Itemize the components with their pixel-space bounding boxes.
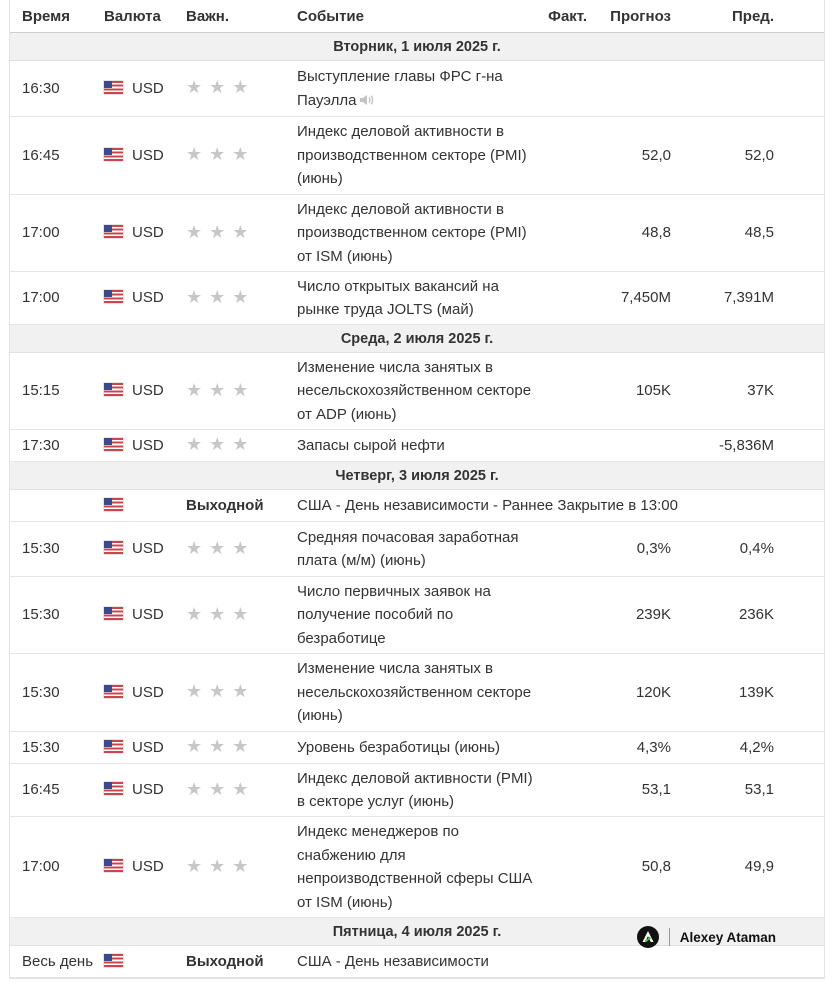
holiday-event[interactable]: США - День независимости [297, 946, 824, 978]
star-icon: ★ [186, 434, 203, 455]
day-label-text: Пятница, 4 июля 2025 г. [332, 923, 502, 940]
star-icon: ★ [186, 778, 203, 799]
event-name-text[interactable]: Изменение числа занятых в несельскохозяйственном секторе (июнь) [297, 660, 532, 725]
event-row[interactable] [10, 117, 824, 195]
watermark [637, 925, 776, 949]
day-label-text: Вторник, 1 июля 2025 г. [333, 38, 501, 55]
star-icon: ★ [186, 221, 203, 242]
event-name-text[interactable]: Выступление главы ФРС г-на Пауэлла [297, 68, 503, 109]
event-row[interactable] [10, 195, 824, 272]
col-event-header[interactable]: Событие [297, 0, 545, 33]
event-name-text[interactable]: Число открытых вакансий на рынке труда JOLTS (май) [297, 277, 499, 318]
us-flag-icon [104, 81, 123, 94]
us-flag-icon [104, 740, 123, 753]
event-forecast: 53,1 [587, 764, 671, 817]
importance-stars [186, 117, 297, 195]
event-actual [545, 430, 587, 462]
holiday-label: Выходной [186, 490, 297, 522]
event-forecast [587, 61, 671, 117]
event-name-text[interactable]: Число первичных заявок на получение пособий по безработице [297, 582, 491, 647]
star-icon: ★ [209, 681, 226, 702]
event-previous: 0,4% [671, 522, 824, 577]
event-time: 17:00 [10, 195, 104, 272]
event-forecast: 7,450M [587, 272, 671, 325]
event-previous: 52,0 [671, 117, 824, 195]
us-flag-icon [104, 498, 123, 511]
event-forecast: 52,0 [587, 117, 671, 195]
holiday-event[interactable]: США - День независимости - Раннее Закрытие в 13:00 [297, 490, 824, 522]
event-forecast [587, 430, 671, 462]
event-previous: 48,5 [671, 195, 824, 272]
importance-stars [186, 732, 297, 764]
event-row[interactable] [10, 764, 824, 817]
event-time: Весь день [10, 946, 104, 978]
event-name-text[interactable]: Индекс менеджеров по снабжению для непроизводственной сферы США от ISM (июнь) [297, 823, 533, 911]
event-name[interactable] [297, 764, 545, 817]
event-currency [104, 61, 186, 117]
event-time: 17:00 [10, 817, 104, 918]
event-actual [545, 764, 587, 817]
star-icon: ★ [209, 144, 226, 165]
currency-code: USD [132, 436, 164, 454]
event-time: 15:15 [10, 353, 104, 430]
day-header-row [10, 918, 824, 946]
us-flag-icon [104, 607, 123, 620]
event-row[interactable] [10, 522, 824, 577]
importance-stars [186, 817, 297, 918]
star-icon: ★ [232, 77, 249, 98]
star-icon: ★ [232, 144, 249, 165]
holiday-row[interactable] [10, 490, 824, 522]
watermark-divider [669, 928, 670, 946]
day-label [10, 462, 824, 490]
event-row[interactable] [10, 654, 824, 732]
importance-stars [186, 272, 297, 325]
star-icon: ★ [186, 736, 203, 757]
star-icon: ★ [186, 537, 203, 558]
currency-code: USD [132, 79, 164, 97]
importance-stars [186, 353, 297, 430]
event-name[interactable] [297, 430, 545, 462]
event-time: 16:45 [10, 764, 104, 817]
calendar-table [10, 0, 824, 978]
watermark-logo-icon [637, 926, 659, 948]
holiday-row[interactable] [10, 946, 824, 978]
event-actual [545, 117, 587, 195]
header-row [10, 0, 824, 33]
day-header-row [10, 462, 824, 490]
day-label [10, 325, 824, 353]
event-time: 16:30 [10, 61, 104, 117]
event-forecast: 50,8 [587, 817, 671, 918]
event-actual [545, 654, 587, 732]
event-row[interactable] [10, 817, 824, 918]
speaker-icon[interactable] [359, 93, 375, 107]
currency-code: USD [132, 146, 164, 164]
event-time: 15:30 [10, 577, 104, 654]
event-name[interactable] [297, 654, 545, 732]
event-actual [545, 577, 587, 654]
event-time: 15:30 [10, 522, 104, 577]
star-icon: ★ [186, 681, 203, 702]
event-time [10, 490, 104, 522]
event-row[interactable] [10, 353, 824, 430]
day-header-row [10, 325, 824, 353]
event-previous: 7,391M [671, 272, 824, 325]
currency-code: USD [132, 738, 164, 756]
star-icon: ★ [232, 778, 249, 799]
us-flag-icon [104, 954, 123, 967]
day-header-row [10, 33, 824, 61]
star-icon: ★ [232, 603, 249, 624]
day-label [10, 918, 824, 946]
us-flag-icon [104, 383, 123, 396]
importance-stars [186, 522, 297, 577]
star-icon: ★ [209, 603, 226, 624]
event-forecast: 4,3% [587, 732, 671, 764]
event-name-text[interactable]: Индекс деловой активности в производственном секторе (PMI) от ISM (июнь) [297, 200, 527, 265]
event-name[interactable] [297, 61, 545, 117]
watermark-name: Alexey Ataman [679, 929, 776, 945]
event-previous: 4,2% [671, 732, 824, 764]
us-flag-icon [104, 859, 123, 872]
star-icon: ★ [209, 77, 226, 98]
event-currency [104, 430, 186, 462]
event-previous [671, 61, 824, 117]
event-actual [545, 732, 587, 764]
us-flag-icon [104, 438, 123, 451]
event-name[interactable] [297, 353, 545, 430]
event-previous: 53,1 [671, 764, 824, 817]
star-icon: ★ [209, 379, 226, 400]
currency-code: USD [132, 540, 164, 558]
event-name-text[interactable]: Уровень безработицы (июнь) [297, 738, 501, 756]
event-currency [104, 272, 186, 325]
event-forecast: 48,8 [587, 195, 671, 272]
importance-stars [186, 61, 297, 117]
star-icon: ★ [232, 681, 249, 702]
star-icon: ★ [232, 221, 249, 242]
importance-stars [186, 430, 297, 462]
event-row[interactable] [10, 272, 824, 325]
event-currency [104, 522, 186, 577]
event-actual [545, 195, 587, 272]
col-previous-header[interactable]: Пред. [671, 0, 824, 33]
col-actual-header[interactable]: Факт. [545, 0, 587, 33]
event-name[interactable] [297, 272, 545, 325]
us-flag-icon [104, 148, 123, 161]
economic-calendar [9, 0, 825, 979]
event-name[interactable] [297, 577, 545, 654]
star-icon: ★ [232, 434, 249, 455]
event-currency [104, 817, 186, 918]
star-icon: ★ [186, 77, 203, 98]
event-name-text[interactable]: Средняя почасовая заработная плата (м/м) (июнь) [297, 528, 519, 569]
event-actual [545, 272, 587, 325]
currency-code: USD [132, 683, 164, 701]
event-name-text[interactable]: Изменение числа занятых в несельскохозяйственном секторе от ADP (июнь) [297, 358, 532, 423]
event-currency [104, 654, 186, 732]
event-name[interactable] [297, 817, 545, 918]
event-time: 17:30 [10, 430, 104, 462]
col-importance-header[interactable]: Важн. [186, 0, 297, 33]
star-icon: ★ [186, 603, 203, 624]
event-currency [104, 195, 186, 272]
event-previous: 49,9 [671, 817, 824, 918]
day-label-text: Четверг, 3 июля 2025 г. [335, 467, 499, 484]
event-name-text[interactable]: Индекс деловой активности в производственном секторе (PMI) (июнь) [297, 123, 527, 188]
star-icon: ★ [232, 537, 249, 558]
event-previous: 139K [671, 654, 824, 732]
us-flag-icon [104, 541, 123, 554]
star-icon: ★ [209, 221, 226, 242]
event-currency [104, 764, 186, 817]
currency-code: USD [132, 781, 164, 799]
day-label [10, 33, 824, 61]
event-currency [104, 577, 186, 654]
event-row[interactable] [10, 430, 824, 462]
event-forecast: 239K [587, 577, 671, 654]
event-forecast: 105K [587, 353, 671, 430]
event-name-text[interactable]: Запасы сырой нефти [297, 436, 445, 454]
star-icon: ★ [209, 855, 226, 876]
currency-code: USD [132, 858, 164, 876]
star-icon: ★ [186, 286, 203, 307]
event-previous: 236K [671, 577, 824, 654]
event-currency [104, 732, 186, 764]
star-icon: ★ [209, 537, 226, 558]
holiday-label: Выходной [186, 946, 297, 978]
event-actual [545, 61, 587, 117]
us-flag-icon [104, 685, 123, 698]
event-time: 16:45 [10, 117, 104, 195]
event-currency [104, 117, 186, 195]
col-currency-header[interactable]: Валюта [104, 0, 186, 33]
event-name[interactable] [297, 117, 545, 195]
importance-stars [186, 764, 297, 817]
day-label-text: Среда, 2 июля 2025 г. [340, 330, 494, 347]
event-currency [104, 946, 186, 978]
currency-code: USD [132, 224, 164, 242]
star-icon: ★ [232, 736, 249, 757]
event-time: 15:30 [10, 654, 104, 732]
event-name-text[interactable]: Индекс деловой активности (PMI) в секторе услуг (июнь) [297, 769, 533, 810]
event-actual [545, 353, 587, 430]
event-currency [104, 490, 186, 522]
currency-code: USD [132, 289, 164, 307]
calendar-body [10, 33, 824, 978]
col-time-header[interactable]: Время [10, 0, 104, 33]
event-forecast: 120K [587, 654, 671, 732]
star-icon: ★ [232, 855, 249, 876]
importance-stars [186, 577, 297, 654]
star-icon: ★ [186, 855, 203, 876]
star-icon: ★ [186, 144, 203, 165]
currency-code: USD [132, 382, 164, 400]
star-icon: ★ [232, 286, 249, 307]
star-icon: ★ [209, 434, 226, 455]
event-row[interactable] [10, 577, 824, 654]
event-previous: 37K [671, 353, 824, 430]
event-forecast: 0,3% [587, 522, 671, 577]
star-icon: ★ [209, 778, 226, 799]
event-actual [545, 817, 587, 918]
star-icon: ★ [209, 736, 226, 757]
event-row[interactable] [10, 732, 824, 764]
event-row[interactable] [10, 61, 824, 117]
star-icon: ★ [186, 379, 203, 400]
us-flag-icon [104, 782, 123, 795]
us-flag-icon [104, 290, 123, 303]
event-time: 17:00 [10, 272, 104, 325]
importance-stars [186, 654, 297, 732]
us-flag-icon [104, 225, 123, 238]
event-previous: -5,836M [671, 430, 824, 462]
event-name[interactable] [297, 195, 545, 272]
event-time: 15:30 [10, 732, 104, 764]
event-name[interactable] [297, 732, 545, 764]
importance-stars [186, 195, 297, 272]
event-currency [104, 353, 186, 430]
star-icon: ★ [209, 286, 226, 307]
event-name[interactable] [297, 522, 545, 577]
star-icon: ★ [232, 379, 249, 400]
col-forecast-header[interactable]: Прогноз [587, 0, 671, 33]
currency-code: USD [132, 606, 164, 624]
event-actual [545, 522, 587, 577]
